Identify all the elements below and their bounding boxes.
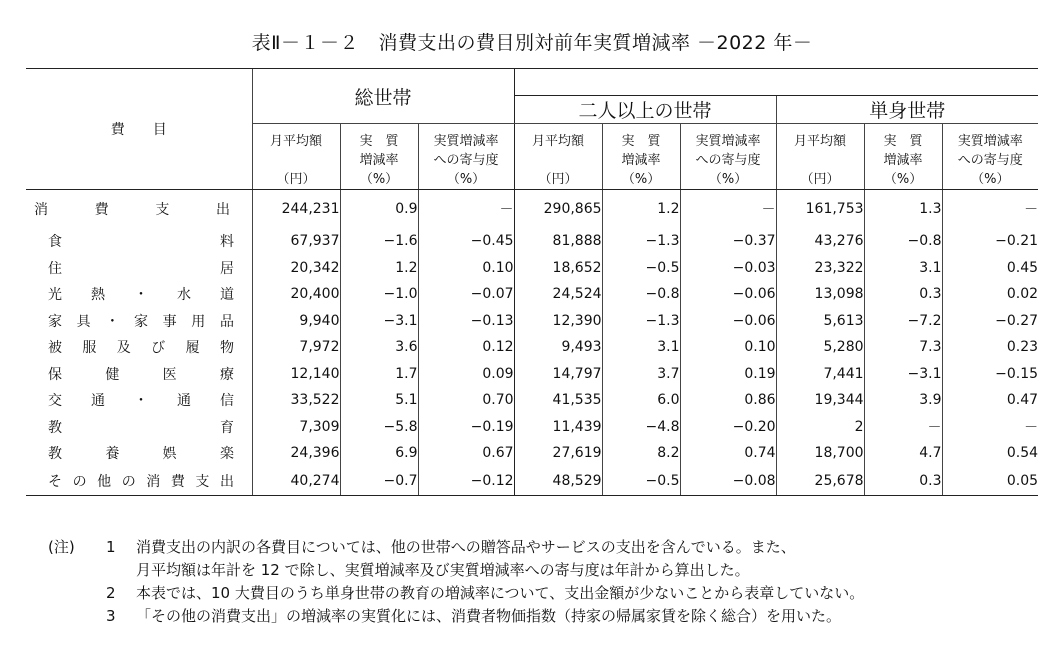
contribution-header <box>418 124 514 190</box>
real-change-rate-header <box>864 124 942 190</box>
table-cell: 20,342 <box>252 255 340 282</box>
row-label <box>26 414 252 441</box>
table-row <box>26 387 1038 414</box>
row-label <box>26 361 252 388</box>
header-text: 実 質 <box>359 134 399 149</box>
label-char: 他 <box>97 473 112 490</box>
label-char: 教 <box>48 419 62 436</box>
label-char: の <box>72 473 87 490</box>
table-cell: 0.67 <box>418 440 514 467</box>
row-label <box>26 281 252 308</box>
table-cell: 4.7 <box>864 440 942 467</box>
group-header-two-or-more: 二人以上の世帯 <box>514 96 776 124</box>
header-text: 実質増減率 <box>433 134 499 149</box>
label-char: 光 <box>48 287 62 304</box>
label-char: 養 <box>105 446 120 463</box>
monthly-average-header <box>776 124 864 190</box>
label-char: 出 <box>219 473 234 490</box>
table-cell: 0.10 <box>680 334 776 361</box>
table-cell: −3.1 <box>340 308 418 335</box>
table-cell: −7.2 <box>864 308 942 335</box>
table-cell: −0.07 <box>418 281 514 308</box>
table-cell: −1.0 <box>340 281 418 308</box>
table-cell: 27,619 <box>514 440 602 467</box>
table-cell: 290,865 <box>514 190 602 229</box>
label-char: 食 <box>48 234 62 251</box>
row-label <box>26 387 252 414</box>
table-cell: 3.1 <box>602 334 680 361</box>
note-line <box>48 605 936 628</box>
table-cell: 12,390 <box>514 308 602 335</box>
label-char: 保 <box>48 366 62 383</box>
label-char: 健 <box>105 366 120 383</box>
table-cell: 0.9 <box>340 190 418 229</box>
table-cell: −0.21 <box>942 228 1038 255</box>
table-cell: −0.27 <box>942 308 1038 335</box>
table-cell: −0.8 <box>864 228 942 255</box>
table-cell: −1.3 <box>602 228 680 255</box>
table-cell: 0.19 <box>680 361 776 388</box>
table-cell: 1.2 <box>340 255 418 282</box>
header-text: 増減率 <box>359 153 399 168</box>
label-char: そ <box>48 473 62 490</box>
note-line <box>48 582 936 605</box>
header-text: （円） <box>276 172 316 187</box>
table-cell: 9,493 <box>514 334 602 361</box>
label-char: 料 <box>220 234 234 251</box>
table-cell: −0.8 <box>602 281 680 308</box>
header-text: 増減率 <box>883 153 923 168</box>
row-label <box>26 334 252 361</box>
label-char: 品 <box>219 313 234 330</box>
label-char: 育 <box>220 419 234 436</box>
table-cell: － <box>942 414 1038 441</box>
label-char: ・ <box>105 313 120 330</box>
table-cell: −0.06 <box>680 308 776 335</box>
table-cell: 7,972 <box>252 334 340 361</box>
label-char: 家 <box>48 313 62 330</box>
table-cell: −0.06 <box>680 281 776 308</box>
label-char: 熱 <box>91 287 105 304</box>
table-cell: 41,535 <box>514 387 602 414</box>
notes-section <box>48 536 936 628</box>
table-cell: −0.37 <box>680 228 776 255</box>
header-text: （%） <box>708 172 748 187</box>
table-cell: 81,888 <box>514 228 602 255</box>
table-row <box>26 440 1038 467</box>
table-cell: 18,700 <box>776 440 864 467</box>
table-cell: −0.13 <box>418 308 514 335</box>
table-cell: 6.9 <box>340 440 418 467</box>
row-label <box>26 467 252 496</box>
label-char: 住 <box>48 260 62 277</box>
table-cell: 0.3 <box>864 467 942 496</box>
label-char: 出 <box>215 202 230 218</box>
table-cell: −0.7 <box>340 467 418 496</box>
table-row <box>26 414 1038 441</box>
table-cell: 7,309 <box>252 414 340 441</box>
header-text: 増減率 <box>621 153 661 168</box>
table-cell: 12,140 <box>252 361 340 388</box>
label-char: 及 <box>116 340 131 357</box>
header-text: への寄与度 <box>433 153 499 168</box>
table-row <box>26 281 1038 308</box>
table-cell: −0.5 <box>602 467 680 496</box>
table-cell: 1.2 <box>602 190 680 229</box>
row-label <box>26 308 252 335</box>
table-cell: 0.23 <box>942 334 1038 361</box>
row-label <box>26 440 252 467</box>
table-cell: 0.74 <box>680 440 776 467</box>
table-cell: 5.1 <box>340 387 418 414</box>
header-text: （%） <box>883 172 923 187</box>
table-cell: 67,937 <box>252 228 340 255</box>
table-cell: 3.9 <box>864 387 942 414</box>
table-cell: −0.5 <box>602 255 680 282</box>
table-cell: 8.2 <box>602 440 680 467</box>
monthly-average-header <box>514 124 602 190</box>
note-line <box>48 536 936 559</box>
table-cell: −0.19 <box>418 414 514 441</box>
table-cell: 18,652 <box>514 255 602 282</box>
table-row <box>26 334 1038 361</box>
header-text: （%） <box>621 172 661 187</box>
table-cell: 24,524 <box>514 281 602 308</box>
label-char: 物 <box>219 340 234 357</box>
header-text: （円） <box>538 172 578 187</box>
table-cell: 7.3 <box>864 334 942 361</box>
table-cell: 20,400 <box>252 281 340 308</box>
expenditure-table <box>26 68 1038 496</box>
table-cell: 0.54 <box>942 440 1038 467</box>
table-row <box>26 467 1038 496</box>
table-cell: −0.20 <box>680 414 776 441</box>
table-cell: － <box>864 414 942 441</box>
real-change-rate-header <box>602 124 680 190</box>
table-cell: −0.15 <box>942 361 1038 388</box>
label-char: 信 <box>220 393 234 410</box>
table-cell: −0.08 <box>680 467 776 496</box>
label-char: 服 <box>82 340 97 357</box>
label-char: 支 <box>155 202 170 218</box>
label-char: 費 <box>170 473 185 490</box>
header-text: （%） <box>359 172 399 187</box>
group-header-single: 単身世帯 <box>776 96 1038 124</box>
table-cell: −0.03 <box>680 255 776 282</box>
table-cell: 33,522 <box>252 387 340 414</box>
table-cell: 19,344 <box>776 387 864 414</box>
note-number: 3 <box>106 607 116 625</box>
table-cell: － <box>680 190 776 229</box>
table-cell: 244,231 <box>252 190 340 229</box>
label-char: 家 <box>133 313 148 330</box>
table-cell: 5,280 <box>776 334 864 361</box>
item-column-header: 費 目 <box>26 69 252 190</box>
table-cell: −0.45 <box>418 228 514 255</box>
table-cell: 0.10 <box>418 255 514 282</box>
label-char: 教 <box>48 446 62 463</box>
table-cell: 11,439 <box>514 414 602 441</box>
table-cell: 0.47 <box>942 387 1038 414</box>
header-text: （円） <box>800 172 840 187</box>
contribution-header <box>942 124 1038 190</box>
table-row <box>26 361 1038 388</box>
real-change-rate-header <box>340 124 418 190</box>
table-cell: 3.7 <box>602 361 680 388</box>
table-cell: 9,940 <box>252 308 340 335</box>
label-char: び <box>151 340 166 357</box>
label-char: 娯 <box>162 446 177 463</box>
table-cell: 2 <box>776 414 864 441</box>
table-row <box>26 308 1038 335</box>
table-cell: 1.7 <box>340 361 418 388</box>
table-cell: － <box>418 190 514 229</box>
label-char: 通 <box>91 393 105 410</box>
table-cell: 40,274 <box>252 467 340 496</box>
label-char: 医 <box>162 366 177 383</box>
header-text: 実 質 <box>883 134 923 149</box>
note-text: 本表では、10 大費目のうち単身世帯の教育の増減率について、支出金額が少ないことから表章していない。 <box>136 584 865 602</box>
header-text: への寄与度 <box>957 153 1023 168</box>
table-cell: 14,797 <box>514 361 602 388</box>
notes-label: (注) <box>48 538 75 556</box>
table-row <box>26 228 1038 255</box>
header-text: への寄与度 <box>695 153 761 168</box>
header-text: 実 質 <box>621 134 661 149</box>
table-title: 表Ⅱ－１－２ 消費支出の費目別対前年実質増減率 －2022 年－ <box>251 32 813 54</box>
row-label <box>26 255 252 282</box>
table-cell: 3.1 <box>864 255 942 282</box>
label-char: 水 <box>177 287 191 304</box>
table-cell: −5.8 <box>340 414 418 441</box>
note-text: 「その他の消費支出」の増減率の実質化には、消費者物価指数（持家の帰属家賃を除く総合）を用いた。 <box>136 607 842 625</box>
table-cell: 23,322 <box>776 255 864 282</box>
label-char: 道 <box>220 287 234 304</box>
contribution-header <box>680 124 776 190</box>
label-char: 居 <box>220 260 234 277</box>
label-char: 療 <box>219 366 234 383</box>
header-text: （%） <box>971 172 1010 187</box>
table-cell: 0.86 <box>680 387 776 414</box>
table-cell: 1.3 <box>864 190 942 229</box>
table-cell: 24,396 <box>252 440 340 467</box>
label-char: ・ <box>134 287 148 304</box>
header-text: （%） <box>446 172 486 187</box>
note-line <box>48 559 936 582</box>
table-cell: 0.70 <box>418 387 514 414</box>
table-cell: 5,613 <box>776 308 864 335</box>
table-cell: － <box>942 190 1038 229</box>
header-text: 月平均額 <box>794 134 847 149</box>
header-text: 実質増減率 <box>695 134 761 149</box>
table-row <box>26 255 1038 282</box>
table-cell: 0.3 <box>864 281 942 308</box>
table-cell: 161,753 <box>776 190 864 229</box>
table-cell: 0.45 <box>942 255 1038 282</box>
table-row <box>26 190 1038 229</box>
table-cell: 7,441 <box>776 361 864 388</box>
note-number: 1 <box>106 538 116 556</box>
label-char: 消 <box>34 202 48 218</box>
label-char: 通 <box>177 393 191 410</box>
group-header-all-households: 総世帯 <box>252 69 514 124</box>
table-cell: 43,276 <box>776 228 864 255</box>
row-label <box>26 190 252 229</box>
table-cell: −1.6 <box>340 228 418 255</box>
label-char: 楽 <box>219 446 234 463</box>
note-text: 消費支出の内訳の各費目については、他の世帯への贈答品やサービスの支出を含んでいる。また、 <box>136 538 796 556</box>
label-char: 具 <box>76 313 91 330</box>
table-cell: 3.6 <box>340 334 418 361</box>
monthly-average-header <box>252 124 340 190</box>
note-text: 月平均額は年計を 12 で除し、実質増減率及び実質増減率への寄与度は年計から算出した。 <box>136 561 750 579</box>
table-cell: 0.12 <box>418 334 514 361</box>
table-cell: 0.05 <box>942 467 1038 496</box>
label-char: 事 <box>162 313 177 330</box>
label-char: ・ <box>134 393 148 410</box>
note-number: 2 <box>106 584 116 602</box>
table-cell: −1.3 <box>602 308 680 335</box>
header-text: 月平均額 <box>269 134 322 149</box>
label-char: の <box>121 473 136 490</box>
table-cell: −4.8 <box>602 414 680 441</box>
row-label <box>26 228 252 255</box>
label-char: 被 <box>48 340 62 357</box>
label-char: 交 <box>48 393 62 410</box>
header-text: 月平均額 <box>532 134 585 149</box>
table-cell: 13,098 <box>776 281 864 308</box>
table-cell: 0.02 <box>942 281 1038 308</box>
table-cell: 6.0 <box>602 387 680 414</box>
label-char: 履 <box>185 340 200 357</box>
table-cell: −0.12 <box>418 467 514 496</box>
table-cell: −3.1 <box>864 361 942 388</box>
table-cell: 48,529 <box>514 467 602 496</box>
table-cell: 25,678 <box>776 467 864 496</box>
label-char: 支 <box>195 473 210 490</box>
label-char: 用 <box>191 313 206 330</box>
header-text: 実質増減率 <box>957 134 1023 149</box>
table-cell: 0.09 <box>418 361 514 388</box>
label-char: 消 <box>146 473 161 490</box>
label-char: 費 <box>94 202 109 218</box>
